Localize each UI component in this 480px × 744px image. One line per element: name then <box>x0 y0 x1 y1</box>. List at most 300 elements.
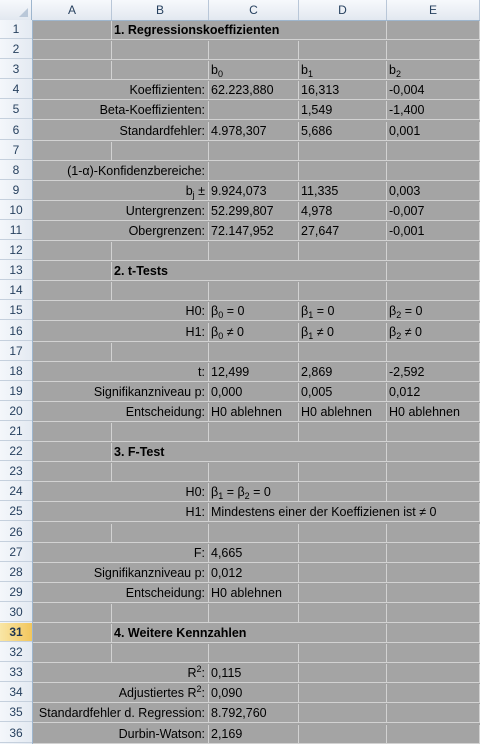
row-header-16[interactable]: 16 <box>0 322 32 341</box>
cell-c16[interactable] <box>209 323 299 342</box>
cell-c17[interactable] <box>209 343 299 362</box>
sheet-row <box>33 443 480 462</box>
cell-c10[interactable] <box>209 202 299 221</box>
cell-b4[interactable] <box>112 81 209 100</box>
cell-b14[interactable] <box>112 282 209 301</box>
row-header-2[interactable]: 2 <box>0 40 32 59</box>
cell-value: 2,169 <box>211 726 243 741</box>
row-header-4[interactable]: 4 <box>0 80 32 99</box>
cell-value: -0,007 <box>389 203 425 218</box>
symbol-rest: ≠ 0 <box>223 324 244 339</box>
row-label <box>186 182 205 202</box>
cell-d33[interactable] <box>299 664 387 683</box>
sheet-row <box>33 564 480 583</box>
cell-d22[interactable] <box>299 443 387 462</box>
cell-d31[interactable] <box>299 624 387 643</box>
cell-c15[interactable] <box>209 302 299 321</box>
cell-d36[interactable] <box>299 725 387 744</box>
cell-d15[interactable] <box>299 302 387 321</box>
row-label-text: H1: <box>185 505 205 520</box>
cell-b20[interactable] <box>112 403 209 422</box>
cell-a24[interactable] <box>33 483 112 502</box>
cell-c30[interactable] <box>209 604 299 623</box>
column-header-b[interactable]: B <box>112 0 209 20</box>
symbol: β <box>211 304 219 319</box>
cell-b29[interactable] <box>112 584 209 603</box>
sheet-row <box>33 684 480 703</box>
row-header-17[interactable]: 17 <box>0 342 32 361</box>
sheet-row <box>33 644 480 663</box>
cell-e5[interactable] <box>387 101 480 120</box>
sheet-row <box>33 182 480 201</box>
cell-b35[interactable] <box>38 704 209 723</box>
cell-c5[interactable] <box>209 101 299 120</box>
cell-value: 11,335 <box>301 183 339 198</box>
symbol: β <box>301 304 309 319</box>
symbol: β <box>301 324 309 339</box>
cell-b19[interactable] <box>93 383 209 402</box>
cell-e33[interactable] <box>387 664 480 683</box>
row-label-base: Adjustiertes R <box>118 686 197 701</box>
row-header-19[interactable]: 19 <box>0 382 32 401</box>
cell-e26[interactable] <box>387 524 480 543</box>
sheet-row <box>33 524 480 543</box>
cell-b7[interactable] <box>112 142 209 161</box>
column-header-c[interactable]: C <box>209 0 299 20</box>
cell-d1[interactable] <box>299 21 387 40</box>
row-label-text: Signifikanzniveau p: <box>93 565 205 580</box>
cell-b15[interactable] <box>112 302 209 321</box>
cell-e35[interactable] <box>387 704 480 723</box>
cell-c29[interactable] <box>209 584 299 603</box>
row-header-20[interactable]: 20 <box>0 402 32 421</box>
cell-d34[interactable] <box>299 684 387 703</box>
cell-c36[interactable] <box>209 725 299 744</box>
sheet-row <box>33 242 480 261</box>
cell-a26[interactable] <box>33 524 112 543</box>
cell-e11[interactable] <box>387 222 480 241</box>
cell-d35[interactable] <box>299 704 387 723</box>
row-header-1[interactable]: 1 <box>0 20 32 39</box>
row-header-10[interactable]: 10 <box>0 201 32 220</box>
cell-d24[interactable] <box>299 483 387 502</box>
cell-c27[interactable] <box>209 544 299 563</box>
row-header-31[interactable]: 31 <box>0 623 32 642</box>
section-title: 4. Weitere Kennzahlen <box>114 626 247 640</box>
column-header-d[interactable]: D <box>299 0 387 20</box>
cell-a31[interactable] <box>33 624 112 643</box>
row-label <box>186 483 205 502</box>
cell-value: -1,400 <box>389 103 425 118</box>
cell-c8[interactable] <box>209 162 299 181</box>
cell-d20[interactable] <box>299 403 387 422</box>
cell-c12[interactable] <box>209 242 299 261</box>
cell-a9[interactable] <box>33 182 112 201</box>
cell-d9[interactable] <box>299 182 387 201</box>
cell-b31[interactable] <box>112 624 247 643</box>
cell-c14[interactable] <box>209 282 299 301</box>
symbol: β <box>389 304 397 319</box>
symbol-subscript: 0 <box>218 310 224 321</box>
cell-e8[interactable] <box>387 162 480 181</box>
cell-b23[interactable] <box>112 463 209 482</box>
cell-value: -0,004 <box>389 83 425 98</box>
symbol-rest: = 0 <box>249 485 271 500</box>
cell-b10[interactable] <box>112 202 209 221</box>
cell-a12[interactable] <box>33 242 112 261</box>
row-label <box>100 101 205 120</box>
row-header-18[interactable]: 18 <box>0 362 32 381</box>
row-header-30[interactable]: 30 <box>0 603 32 622</box>
cell-d16[interactable] <box>299 323 387 342</box>
cell-c23[interactable] <box>209 463 299 482</box>
cell-c26[interactable] <box>209 524 299 543</box>
row-label-text: Standardfehler: <box>119 123 205 138</box>
cell-a4[interactable] <box>33 81 112 100</box>
cell-b33[interactable] <box>112 664 209 683</box>
cell-e28[interactable] <box>387 564 480 583</box>
cell-a30[interactable] <box>33 604 112 623</box>
row-header-8[interactable]: 8 <box>0 161 32 180</box>
cell-c20[interactable] <box>209 403 299 422</box>
cell-e24[interactable] <box>387 483 480 502</box>
row-header-36[interactable]: 36 <box>0 724 32 743</box>
cell-c32[interactable] <box>209 644 299 663</box>
cell-a32[interactable] <box>33 644 112 663</box>
row-label-text: Obergrenzen: <box>128 224 205 238</box>
symbol-subscript: 2 <box>396 330 402 341</box>
cell-e7[interactable] <box>387 142 480 161</box>
sheet-row <box>33 101 480 120</box>
symbol-subscript: 2 <box>244 491 250 502</box>
cell-b16[interactable] <box>112 323 209 342</box>
cell-e23[interactable] <box>387 463 480 482</box>
cell-d26[interactable] <box>299 524 387 543</box>
cell-e4[interactable] <box>387 81 480 100</box>
cell-b27[interactable] <box>112 544 209 563</box>
column-header-a[interactable]: A <box>33 0 112 20</box>
cell-e10[interactable] <box>387 202 480 221</box>
cell-a18[interactable] <box>33 363 112 382</box>
sheet-row <box>33 584 480 603</box>
cell-d32[interactable] <box>299 644 387 663</box>
cell-c1[interactable] <box>209 21 299 40</box>
cell-e2[interactable] <box>387 41 480 60</box>
cell-c3[interactable] <box>209 61 299 80</box>
cell-c7[interactable] <box>209 142 299 161</box>
cell-a23[interactable] <box>33 463 112 482</box>
sheet-row <box>33 41 480 60</box>
cell-d23[interactable] <box>299 463 387 482</box>
cell-e27[interactable] <box>387 544 480 563</box>
select-all-triangle-icon <box>19 8 28 17</box>
row-label-text: t: <box>198 364 205 379</box>
cell-a16[interactable] <box>33 323 112 342</box>
row-header-3[interactable]: 3 <box>0 60 32 79</box>
cell-value: H0 ablehnen <box>301 404 372 419</box>
cell-e18[interactable] <box>387 363 480 382</box>
row-label-text: Untergrenzen: <box>125 203 205 218</box>
cell-a15[interactable] <box>33 302 112 321</box>
cell-c9[interactable] <box>209 182 299 201</box>
row-header-29[interactable]: 29 <box>0 583 32 602</box>
cell-e3[interactable] <box>387 61 480 80</box>
cell-value: 52.299,807 <box>211 203 274 218</box>
cell-value: 4,665 <box>211 545 243 560</box>
row-label <box>119 684 205 704</box>
cell-b34[interactable] <box>112 684 209 703</box>
cell-a27[interactable] <box>33 544 112 563</box>
cell-grid[interactable] <box>33 21 480 744</box>
row-header-28[interactable]: 28 <box>0 563 32 582</box>
row-label-superscript: 2 <box>196 664 202 675</box>
cell-b26[interactable] <box>112 524 209 543</box>
cell-d4[interactable] <box>299 81 387 100</box>
cell-e9[interactable] <box>387 182 480 201</box>
row-header-34[interactable]: 34 <box>0 683 32 702</box>
cell-c21[interactable] <box>209 423 299 442</box>
cell-e12[interactable] <box>387 242 480 261</box>
sheet-row <box>33 483 480 502</box>
cell-e36[interactable] <box>387 725 480 744</box>
cell-b28[interactable] <box>93 564 209 583</box>
cell-d19[interactable] <box>299 383 387 402</box>
cell-e31[interactable] <box>387 624 480 643</box>
column-header-e[interactable]: E <box>387 0 480 20</box>
cell-a14[interactable] <box>33 282 112 301</box>
cell-c25[interactable] <box>209 503 437 522</box>
cell-e14[interactable] <box>387 282 480 301</box>
cell-d28[interactable] <box>299 564 387 583</box>
row-header-12[interactable]: 12 <box>0 241 32 260</box>
cell-c4[interactable] <box>209 81 299 100</box>
cell-d18[interactable] <box>299 363 387 382</box>
row-header-7[interactable]: 7 <box>0 141 32 160</box>
cell-a20[interactable] <box>33 403 112 422</box>
sheet-row <box>33 162 480 181</box>
cell-d27[interactable] <box>299 544 387 563</box>
cell-b30[interactable] <box>112 604 209 623</box>
cell-b17[interactable] <box>112 343 209 362</box>
cell-d14[interactable] <box>299 282 387 301</box>
row-header-14[interactable]: 14 <box>0 281 32 300</box>
row-header-11[interactable]: 11 <box>0 221 32 240</box>
row-header-5[interactable]: 5 <box>0 100 32 119</box>
cell-e29[interactable] <box>387 584 480 603</box>
cell-b32[interactable] <box>112 644 209 663</box>
cell-value: H0 ablehnen <box>389 404 460 419</box>
row-header-22[interactable]: 22 <box>0 442 32 461</box>
cell-value: -2,592 <box>389 364 425 379</box>
cell-c35[interactable] <box>209 704 299 723</box>
cell-b11[interactable] <box>112 222 209 241</box>
cell-e34[interactable] <box>387 684 480 703</box>
cell-e22[interactable] <box>387 443 480 462</box>
cell-c22[interactable] <box>209 443 299 462</box>
cell-d8[interactable] <box>299 162 387 181</box>
cell-b21[interactable] <box>112 423 209 442</box>
cell-d17[interactable] <box>299 343 387 362</box>
row-label-text: Standardfehler d. Regression: <box>38 706 205 721</box>
sheet-row <box>33 664 480 683</box>
cell-d21[interactable] <box>299 423 387 442</box>
cell-b6[interactable] <box>112 122 209 141</box>
cell-a6[interactable] <box>33 122 112 141</box>
row-header-15[interactable]: 15 <box>0 301 32 320</box>
cell-b22[interactable] <box>112 443 209 462</box>
cell-d11[interactable] <box>299 222 387 241</box>
cell-e30[interactable] <box>387 604 480 623</box>
cell-c28[interactable] <box>209 564 299 583</box>
row-label-subscript: j <box>192 189 195 200</box>
cell-value: 0,115 <box>211 666 242 681</box>
cell-b9[interactable] <box>112 182 209 201</box>
row-label <box>129 81 205 100</box>
row-header-6[interactable]: 6 <box>0 121 32 140</box>
row-header-27[interactable]: 27 <box>0 543 32 562</box>
cell-b2[interactable] <box>112 41 209 60</box>
row-label <box>94 564 205 583</box>
cell-e6[interactable] <box>387 122 480 141</box>
symbol: b <box>389 63 396 78</box>
row-label-rest: ± <box>194 183 205 198</box>
cell-c19[interactable] <box>209 383 299 402</box>
cell-b18[interactable] <box>112 363 209 382</box>
cell-c6[interactable] <box>209 122 299 141</box>
cell-a11[interactable] <box>33 222 112 241</box>
row-label-text: H0: <box>185 485 205 500</box>
cell-value: 12,499 <box>211 364 250 379</box>
row-header-25[interactable]: 25 <box>0 502 32 521</box>
cell-e13[interactable] <box>387 262 480 281</box>
symbol-subscript: 1 <box>307 69 313 80</box>
cell-d12[interactable] <box>299 242 387 261</box>
cell-a25[interactable] <box>33 503 112 522</box>
cell-d3[interactable] <box>299 61 387 80</box>
cell-e1[interactable] <box>387 21 480 40</box>
cell-value: 5,686 <box>301 123 333 138</box>
cell-value: 0,005 <box>301 384 333 399</box>
cell-b8[interactable] <box>67 162 209 181</box>
symbol-subscript: 2 <box>395 69 401 80</box>
cell-d30[interactable] <box>299 604 387 623</box>
cell-e32[interactable] <box>387 644 480 663</box>
row-label <box>126 403 205 422</box>
cell-b3[interactable] <box>112 61 209 80</box>
cell-c31[interactable] <box>209 624 299 643</box>
cell-e25[interactable] <box>387 503 480 522</box>
cell-b12[interactable] <box>112 242 209 261</box>
cell-e21[interactable] <box>387 423 480 442</box>
cell-d29[interactable] <box>299 584 387 603</box>
cell-c24[interactable] <box>209 483 299 502</box>
cell-a3[interactable] <box>33 61 112 80</box>
cell-a36[interactable] <box>33 725 112 744</box>
cell-a1[interactable] <box>33 21 112 40</box>
cell-a2[interactable] <box>33 41 112 60</box>
cell-value: 8.792,760 <box>211 706 267 721</box>
sheet-row <box>33 21 480 40</box>
row-header-13[interactable]: 13 <box>0 261 32 280</box>
cell-value: 16,313 <box>301 83 340 98</box>
symbol-subscript: 2 <box>396 310 402 321</box>
cell-d2[interactable] <box>299 41 387 60</box>
cell-b36[interactable] <box>112 725 209 744</box>
cell-b24[interactable] <box>112 483 209 502</box>
cell-a34[interactable] <box>33 684 112 703</box>
sheet-row <box>33 142 480 161</box>
symbol: β <box>211 485 219 500</box>
cell-e17[interactable] <box>387 343 480 362</box>
row-label-rest: : <box>201 666 205 681</box>
cell-c13[interactable] <box>209 262 299 281</box>
sheet-row <box>33 302 480 321</box>
row-header-21[interactable]: 21 <box>0 422 32 441</box>
row-header-33[interactable]: 33 <box>0 663 32 682</box>
row-header-24[interactable]: 24 <box>0 482 32 501</box>
cell-d7[interactable] <box>299 142 387 161</box>
row-label <box>94 383 205 402</box>
cell-b13[interactable] <box>112 262 209 281</box>
cell-d25[interactable] <box>299 503 387 522</box>
cell-a21[interactable] <box>33 423 112 442</box>
cell-e15[interactable] <box>387 302 480 321</box>
cell-c2[interactable] <box>209 41 299 60</box>
cell-b5[interactable] <box>99 101 209 120</box>
select-all-corner[interactable] <box>0 0 32 20</box>
cell-e20[interactable] <box>387 403 480 422</box>
cell-a22[interactable] <box>33 443 112 462</box>
cell-a10[interactable] <box>33 202 112 221</box>
cell-d6[interactable] <box>299 122 387 141</box>
cell-a33[interactable] <box>33 664 112 683</box>
cell-c18[interactable] <box>209 363 299 382</box>
cell-a7[interactable] <box>33 142 112 161</box>
section-title: 3. F-Test <box>114 445 165 460</box>
sheet-row <box>33 343 480 362</box>
cell-a29[interactable] <box>33 584 112 603</box>
cell-b25[interactable] <box>112 503 209 522</box>
cell-c33[interactable] <box>209 664 299 683</box>
symbol-subscript: 0 <box>217 69 223 80</box>
cell-d13[interactable] <box>299 262 387 281</box>
sheet-row <box>33 403 480 422</box>
sheet-row <box>33 624 480 643</box>
sheet-row <box>33 323 480 342</box>
sheet-row <box>33 81 480 100</box>
cell-e19[interactable] <box>387 383 480 402</box>
row-header-23[interactable]: 23 <box>0 462 32 481</box>
symbol-rest: ≠ 0 <box>401 324 422 339</box>
cell-c11[interactable] <box>209 222 299 241</box>
sheet-row <box>33 725 480 744</box>
cell-a17[interactable] <box>33 343 112 362</box>
row-header-32[interactable]: 32 <box>0 643 32 662</box>
cell-c34[interactable] <box>209 684 299 703</box>
row-header-9[interactable]: 9 <box>0 181 32 200</box>
cell-e16[interactable] <box>387 323 480 342</box>
symbol-subscript: 1 <box>218 491 224 502</box>
row-header-26[interactable]: 26 <box>0 523 32 542</box>
row-label-rest: : <box>201 686 205 701</box>
row-header-35[interactable]: 35 <box>0 703 32 722</box>
cell-b1[interactable] <box>112 21 280 40</box>
column-header-bar <box>0 0 480 21</box>
symbol: b <box>211 63 218 78</box>
cell-d10[interactable] <box>299 202 387 221</box>
cell-d5[interactable] <box>299 101 387 120</box>
cell-a13[interactable] <box>33 262 112 281</box>
